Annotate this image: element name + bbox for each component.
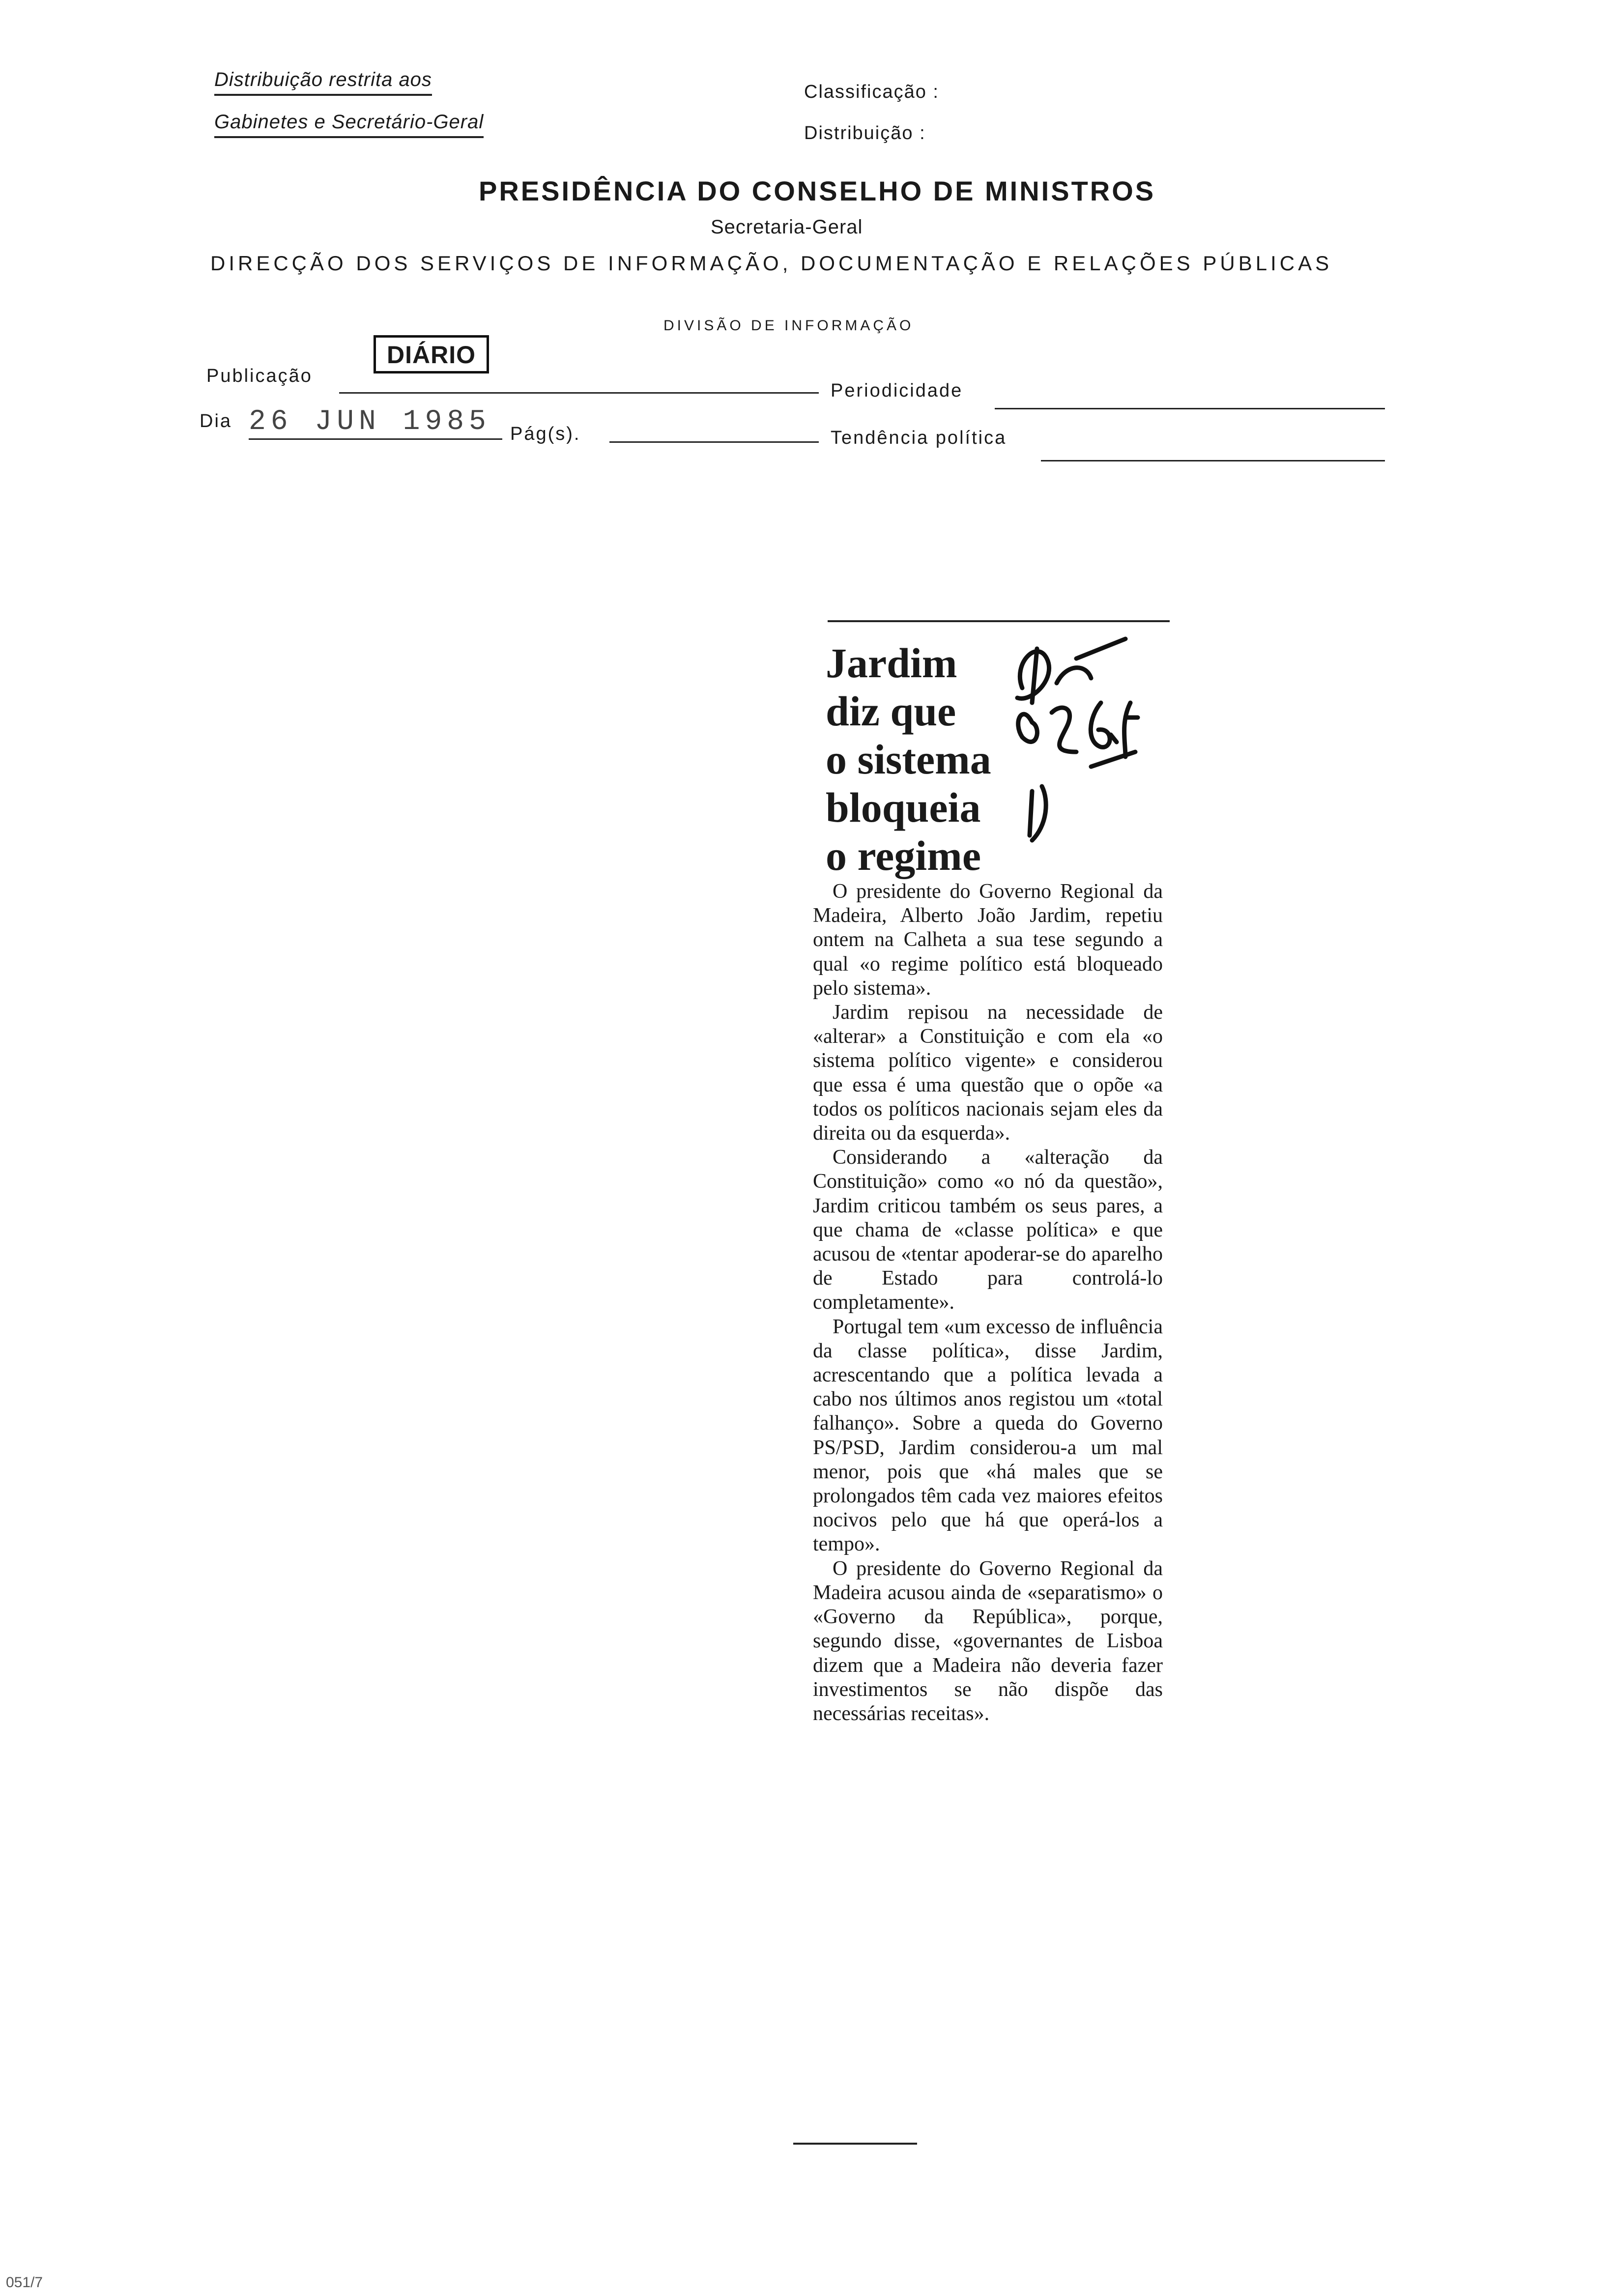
division-label: DIVISÃO DE INFORMAÇÃO [663,317,914,334]
publication-field-line [339,392,819,394]
publication-stamp: DIÁRIO [374,335,489,373]
headline-line-5: o regime [826,832,981,879]
secretariat-subtitle: Secretaria-Geral [711,216,863,238]
article-paragraph: O presidente do Governo Regional da Madeira, Alberto João Jardim, repetiu ontem na Calheta a sua tese segundo a qual «o regime político está bloqueado pelo sistema». [813,880,1163,1000]
article-paragraph: O presidente do Governo Regional da Madeira acusou ainda de «separatismo» o «Governo da República», porque, segundo disse, «governantes de Lisboa dizem que a Madeira não deveria fazer investimentos se não dispõe das necessárias receitas». [813,1557,1163,1725]
political-tendency-field-line [1041,460,1385,461]
article-paragraph: Considerando a «alteração da Constituição» como «o nó da questão», Jardim criticou também os seus pares, a que chama de «classe política» e que acusou de «tentar apoderar-se do aparelho de Estado para controlá-lo completamente». [813,1146,1163,1314]
pages-field-line [609,441,819,443]
article-headline [826,639,991,880]
publication-label: Publicação [206,366,313,386]
article-body [813,880,1163,1726]
distribution-restriction-note-line2: Gabinetes e Secretário-Geral [214,111,484,138]
periodicity-label: Periodicidade [831,380,963,401]
periodicity-field-line [995,408,1385,409]
day-label: Dia [200,411,232,431]
article-top-rule [828,620,1170,622]
article-end-rule [793,2143,917,2145]
distribution-label: Distribuição : [804,123,926,144]
handwritten-annotation [1003,629,1150,865]
date-stamp: 26 JUN 1985 [249,406,491,438]
organization-title: PRESIDÊNCIA DO CONSELHO DE MINISTROS [479,175,1156,206]
pages-label: Pág(s). [510,424,581,444]
political-tendency-label: Tendência política [831,428,1007,448]
day-field-line [249,438,502,440]
article-paragraph: Portugal tem «um excesso de influência da classe política», disse Jardim, acrescentando que a política levada a cabo nos últimos anos registou um «total falhanço». Sobre a queda do Governo PS/PSD, Jardim considerou-a um mal menor, pois que «há males que se prolongados têm cada vez maiores efeitos nocivos pelo que há que operá-los a tempo». [813,1315,1163,1556]
headline-line-1: Jardim [826,639,957,687]
headline-line-2: diz que [826,688,956,735]
distribution-restriction-note: Distribuição restrita aos [214,69,432,96]
directorate-line: DIRECÇÃO DOS SERVIÇOS DE INFORMAÇÃO, DOCUMENTAÇÃO E RELAÇÕES PÚBLICAS [210,252,1333,275]
article-paragraph: Jardim repisou na necessidade de «alterar» a Constituição e com ela «o sistema político vigente» e considerou que essa é uma questão que o opõe «a todos os políticos nacionais sejam eles da direita ou da esquerda». [813,1001,1163,1145]
classification-label: Classificação : [804,82,939,102]
headline-line-4: bloqueia [826,784,981,831]
archive-corner-mark: 051/7 [6,2274,43,2291]
headline-line-3: o sistema [826,736,991,783]
